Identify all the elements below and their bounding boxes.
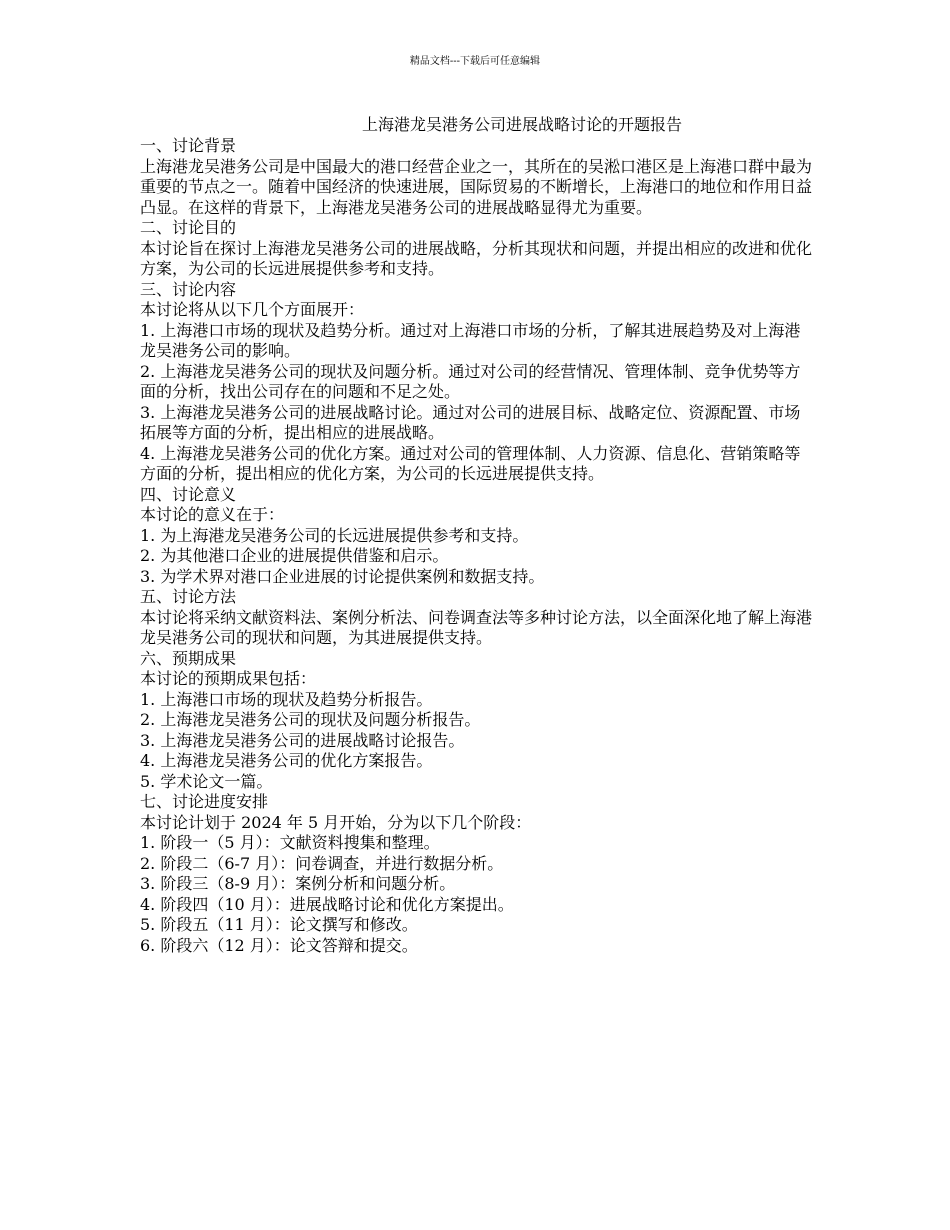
list-item: 4. 上海港龙吴港务公司的优化方案报告。 [140,751,433,770]
section-heading-background: 一、讨论背景 [140,136,237,155]
section-heading-schedule: 七、讨论进度安排 [140,792,269,811]
section-heading-significance: 四、讨论意义 [140,484,237,504]
list-item: 3. 阶段三（8-9 月）：案例分析和问题分析。 [140,874,456,893]
list-item: 5. 阶段五（11 月）：论文撰写和修改。 [140,915,418,934]
paragraph-significance-intro: 本讨论的意义在于： [140,505,285,524]
list-item: 2. 阶段二（6-7 月）：问卷调查，并进行数据分析。 [140,853,504,873]
document-body [140,136,812,956]
document-title: 上海港龙吴港务公司进展战略讨论的开题报告 [362,115,683,134]
list-item: 3. 上海港龙吴港务公司的进展战略讨论报告。 [140,730,465,750]
list-item: 1. 阶段一（5 月）：文献资料搜集和整理。 [140,833,440,852]
section-heading-methods: 五、讨论方法 [140,587,237,606]
paragraph-schedule-intro: 本讨论计划于 2024 年 5 月开始，分为以下几个阶段： [140,812,532,832]
list-item: 3. 为学术界对港口企业进展的讨论提供案例和数据支持。 [140,566,545,586]
list-item: 1. 上海港口市场的现状及趋势分析报告。 [140,689,433,709]
paragraph-background: 上海港龙吴港务公司是中国最大的港口经营企业之一，其所在的吴淞口港区是上海港口群中最为重要的节点之一。随着中国经济的快速进展，国际贸易的不断增长，上海港口的地位和作用日益凸显。在这样的背景下，上海港龙吴港务公司的进展战略显得尤为重要。 [140,156,813,217]
paragraph-methods: 本讨论将采纳文献资料法、案例分析法、问卷调查法等多种讨论方法，以全面深化地了解上海港龙吴港务公司的现状和问题，为其进展提供支持。 [140,607,813,647]
page-header: 精品文档---下载后可任意编辑 [409,56,541,67]
list-item: 5. 学术论文一篇。 [140,771,273,791]
section-heading-purpose: 二、讨论目的 [140,218,237,237]
list-item: 1. 上海港口市场的现状及趋势分析。通过对上海港口市场的分析，了解其进展趋势及对上海港龙吴港务公司的影响。 [140,320,801,360]
paragraph-content-intro: 本讨论将从以下几个方面展开： [140,300,365,319]
paragraph-purpose: 本讨论旨在探讨上海港龙吴港务公司的进展战略，分析其现状和问题，并提出相应的改进和优化方案，为公司的长远进展提供参考和支持。 [140,238,813,278]
list-item: 3. 上海港龙吴港务公司的进展战略讨论。通过对公司的进展目标、战略定位、资源配置、市场拓展等方面的分析，提出相应的进展战略。 [140,402,801,442]
section-heading-content: 三、讨论内容 [140,279,237,299]
list-item: 2. 上海港龙吴港务公司的现状及问题分析报告。 [140,710,481,729]
list-item: 6. 阶段六（12 月）：论文答辩和提交。 [140,935,418,955]
section-heading-results: 六、预期成果 [140,648,237,668]
list-item: 4. 阶段四（10 月）：进展战略讨论和优化方案提出。 [140,894,514,914]
list-item: 2. 上海港龙吴港务公司的现状及问题分析。通过对公司的经营情况、管理体制、竞争优势等方面的分析，找出公司存在的问题和不足之处。 [140,361,801,401]
list-item: 4. 上海港龙吴港务公司的优化方案。通过对公司的管理体制、人力资源、信息化、营销策略等方面的分析，提出相应的优化方案，为公司的长远进展提供支持。 [140,443,801,483]
list-item: 1. 为上海港龙吴港务公司的长远进展提供参考和支持。 [140,525,529,545]
list-item: 2. 为其他港口企业的进展提供借鉴和启示。 [140,546,449,565]
paragraph-results-intro: 本讨论的预期成果包括： [140,669,317,688]
